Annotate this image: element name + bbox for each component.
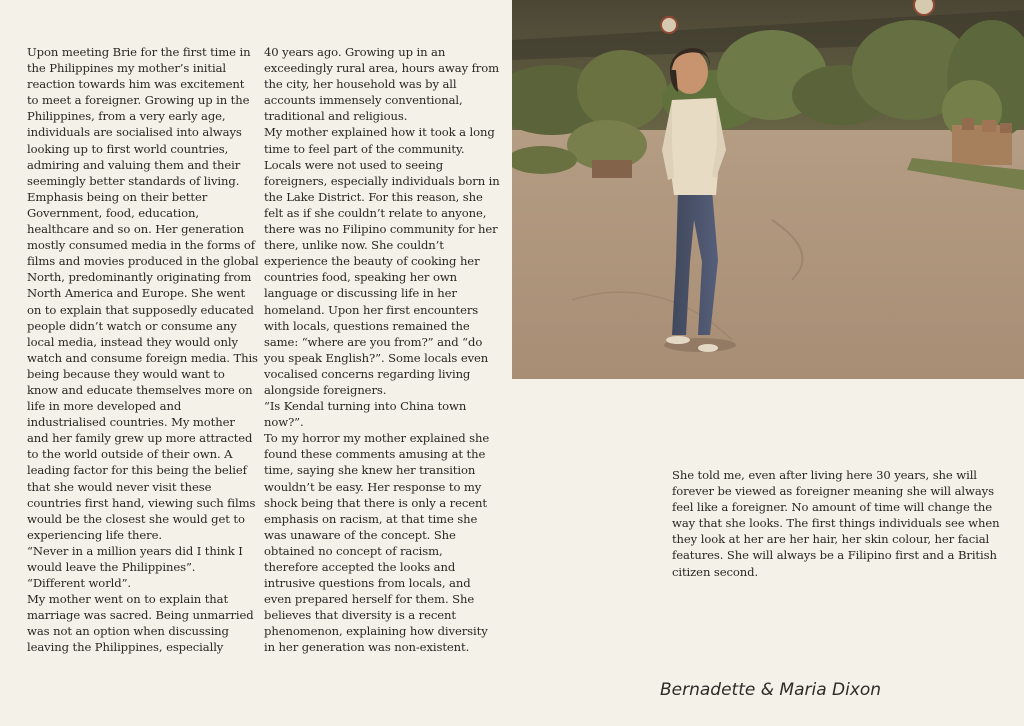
author-credit: Bernadette & Maria Dixon (660, 680, 882, 700)
left-text-column (27, 44, 259, 656)
paragraph: My mother went on to explain that marriage was sacred. Being unmarried was not an option when discussing leaving the Philippines, especially (27, 592, 254, 655)
paragraph: To my horror my mother explained she found these comments amusing at the time, saying she knew her transition wouldn’t be easy. Her response to my shock being that there is only a recent emphasis on racism, at that time she was unaware of the concept. She obtained no concept of racism, therefore accepted the looks and intrusive questions from locals, and even prepared herself for them. She believes that diversity is a recent phenomenon, explaining how diversity in her generation was non-existent. (264, 431, 490, 655)
right-text-column (672, 467, 1002, 580)
paragraph: She told me, even after living here 30 years, she will forever be viewed as foreigner meaning she will always feel like a foreigner. No amount of time will change the way that she looks. The first things individuals see when they look at her are her hair, her skin colour, her facial features. She will always be a Filipino first and a British citizen second. (672, 468, 1000, 579)
paragraph: 40 years ago. Growing up in an exceedingly rural area, hours away from the city, her household was by all accounts immensely conventional, traditional and religious. (264, 45, 500, 124)
quote: “Different world”. (27, 576, 131, 591)
paragraph: My mother explained how it took a long time to feel part of the community. Locals were not used to seeing foreigners, especially individuals born in the Lake District. For this reason, she felt as if she couldn’t relate to anyone, there was no Filipino community for her there, unlike now. She couldn’t experience the beauty of cooking her countries food, speaking her own language or discussing life in her homeland. Upon her first encounters with locals, questions remained the same: “where are you from?” and “do you speak English?”. Some locals even vocalised concerns regarding living alongside foreigners. (264, 125, 500, 397)
vintage-photograph (512, 0, 1024, 379)
paragraph: Upon meeting Brie for the first time in the Philippines my mother’s initial reaction towards him was excitement to meet a foreigner. Growing up in the Philippines, from a very early age, individuals are socialised into always looking up to first world countries, admiring and valuing them and their seemingly better standards of living. Emphasis being on their better Government, food, education, healthcare and so on. Her generation mostly consumed media in the forms of films and movies produced in the global North, predominantly originating from North America and Europe. She went on to explain that supposedly educated people didn’t watch or consume any local media, instead they would only watch and consume foreign media. This being because they would want to know and educate themselves more on life in more developed and industrialised countries. My mother and her family grew up more attracted to the world outside of their own. A leading factor for this being the belief that she would never visit these countries first hand, viewing such films would be the closest she would get to experiencing life there. (27, 45, 259, 542)
photo-illustration (512, 0, 1024, 379)
quote: “Is Kendal turning into China town now?”. (264, 399, 467, 430)
quote: “Never in a million years did I think I would leave the Philippines”. (27, 543, 243, 574)
middle-text-column (264, 44, 500, 656)
